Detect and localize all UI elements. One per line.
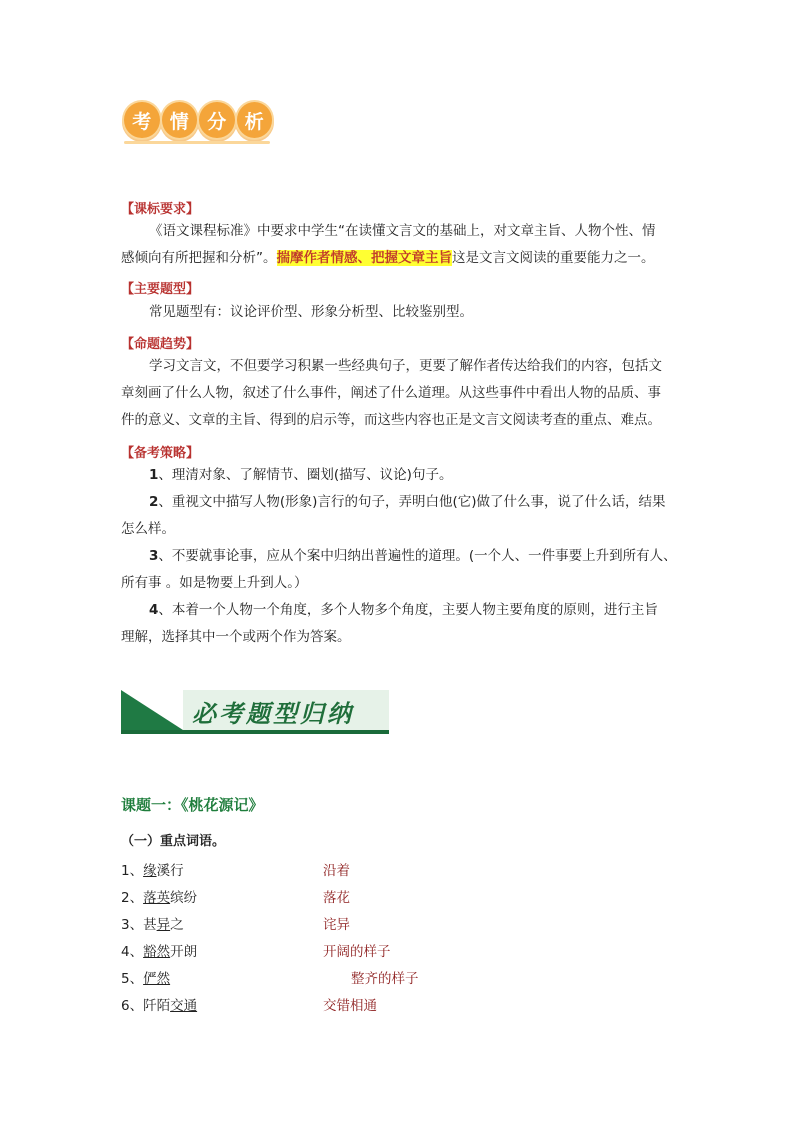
badge-underline: [124, 141, 270, 144]
celue-item: [121, 543, 681, 597]
banner-underline: [121, 730, 389, 734]
vocab-term: 3、甚异之: [121, 917, 184, 933]
badge-char: 析: [235, 100, 275, 140]
qushi-line1: 学习文言文，不但要学习积累一些经典句子，更要了解作者传达给我们的内容，包括文: [149, 358, 662, 374]
kebiao-line2-a: 感倾向有所把握和分析”。: [121, 250, 277, 266]
kebiao-highlight: 揣摩作者情感、把握文章主旨: [276, 250, 452, 266]
kebiao-line1: 《语文课程标准》中要求中学生“在读懂文言文的基础上，对文章主旨、人物个性、情: [149, 223, 656, 239]
celue-item-text: 、本着一个人物一个角度，多个人物多个角度，主要人物主要角度的原则，进行主旨: [158, 602, 658, 618]
celue-item: [121, 597, 681, 651]
celue-item-number: 2: [149, 494, 159, 510]
vocab-row: [121, 859, 541, 881]
celue-item-number: 1: [149, 467, 159, 483]
qushi-line2: 章刻画了什么人物，叙述了什么事件，阐述了什么道理。从这些事件中看出人物的品质、事: [121, 385, 661, 401]
celue-item-continuation: 所有事 。如是物要上升到人。）: [121, 575, 308, 591]
vocab-term: 4、豁然开朗: [121, 944, 198, 960]
heading-qushi: 【命题趋势】: [121, 337, 200, 352]
vocab-row: [121, 967, 541, 989]
vocab-row: [121, 913, 541, 935]
banner-title: 必考题型归纳: [192, 699, 354, 728]
celue-item-continuation: 怎么样。: [121, 521, 175, 537]
badge-char: 考: [122, 100, 162, 140]
heading-kebiao: 【课标要求】: [121, 202, 200, 217]
vocab-row: [121, 886, 541, 908]
vocab-definition: 沿着: [323, 863, 350, 879]
badge-char: 情: [160, 100, 200, 140]
badge-char: 分: [197, 100, 237, 140]
celue-item: [121, 489, 681, 543]
celue-item-text: 、重视文中描写人物(形象)言行的句子，弄明白他(它)做了什么事，说了什么话，结果: [158, 494, 666, 510]
section-badge: [122, 96, 272, 144]
vocab-term: 2、落英缤纷: [121, 890, 198, 906]
vocab-definition: 开阔的样子: [323, 944, 391, 960]
celue-item-continuation: 理解，选择其中一个或两个作为答案。: [121, 629, 351, 645]
vocab-heading: （一）重点词语。: [121, 834, 226, 849]
celue-item-text: 、不要就事论事，应从个案中归纳出普遍性的道理。(一个人、一件事要上升到所有人、: [158, 548, 677, 564]
qushi-paragraph: [121, 353, 681, 434]
heading-celue: 【备考策略】: [121, 446, 200, 461]
celue-list: [121, 462, 681, 651]
vocab-definition: 落花: [323, 890, 350, 906]
vocab-definition: 整齐的样子: [351, 971, 419, 987]
heading-tixing: 【主要题型】: [121, 282, 200, 297]
tixing-text: 常见题型有：议论评价型、形象分析型、比较鉴别型。: [149, 304, 473, 320]
vocab-term: 1、缘溪行: [121, 863, 184, 879]
celue-item-number: 4: [149, 602, 159, 618]
vocab-term: 6、阡陌交通: [121, 998, 198, 1014]
banner-triangle: [121, 690, 183, 730]
vocab-row: [121, 940, 541, 962]
kebiao-line2-b: 这是文言文阅读的重要能力之一。: [452, 250, 655, 266]
lesson-title: 课题一：《桃花源记》: [121, 796, 264, 814]
qushi-line3: 件的意义、文章的主旨、得到的启示等，而这些内容也正是文言文阅读考查的重点、难点。: [121, 412, 661, 428]
celue-item: [121, 462, 681, 489]
kebiao-line2: [121, 245, 681, 272]
vocab-row: [121, 994, 541, 1016]
kebiao-paragraph: [121, 218, 681, 272]
celue-item-text: 、理清对象、了解情节、圈划(描写、议论)句子。: [158, 467, 453, 483]
vocab-term: 5、俨然: [121, 971, 171, 987]
celue-item-number: 3: [149, 548, 159, 564]
vocab-definition: 诧异: [323, 917, 350, 933]
vocab-definition: 交错相通: [323, 998, 377, 1014]
